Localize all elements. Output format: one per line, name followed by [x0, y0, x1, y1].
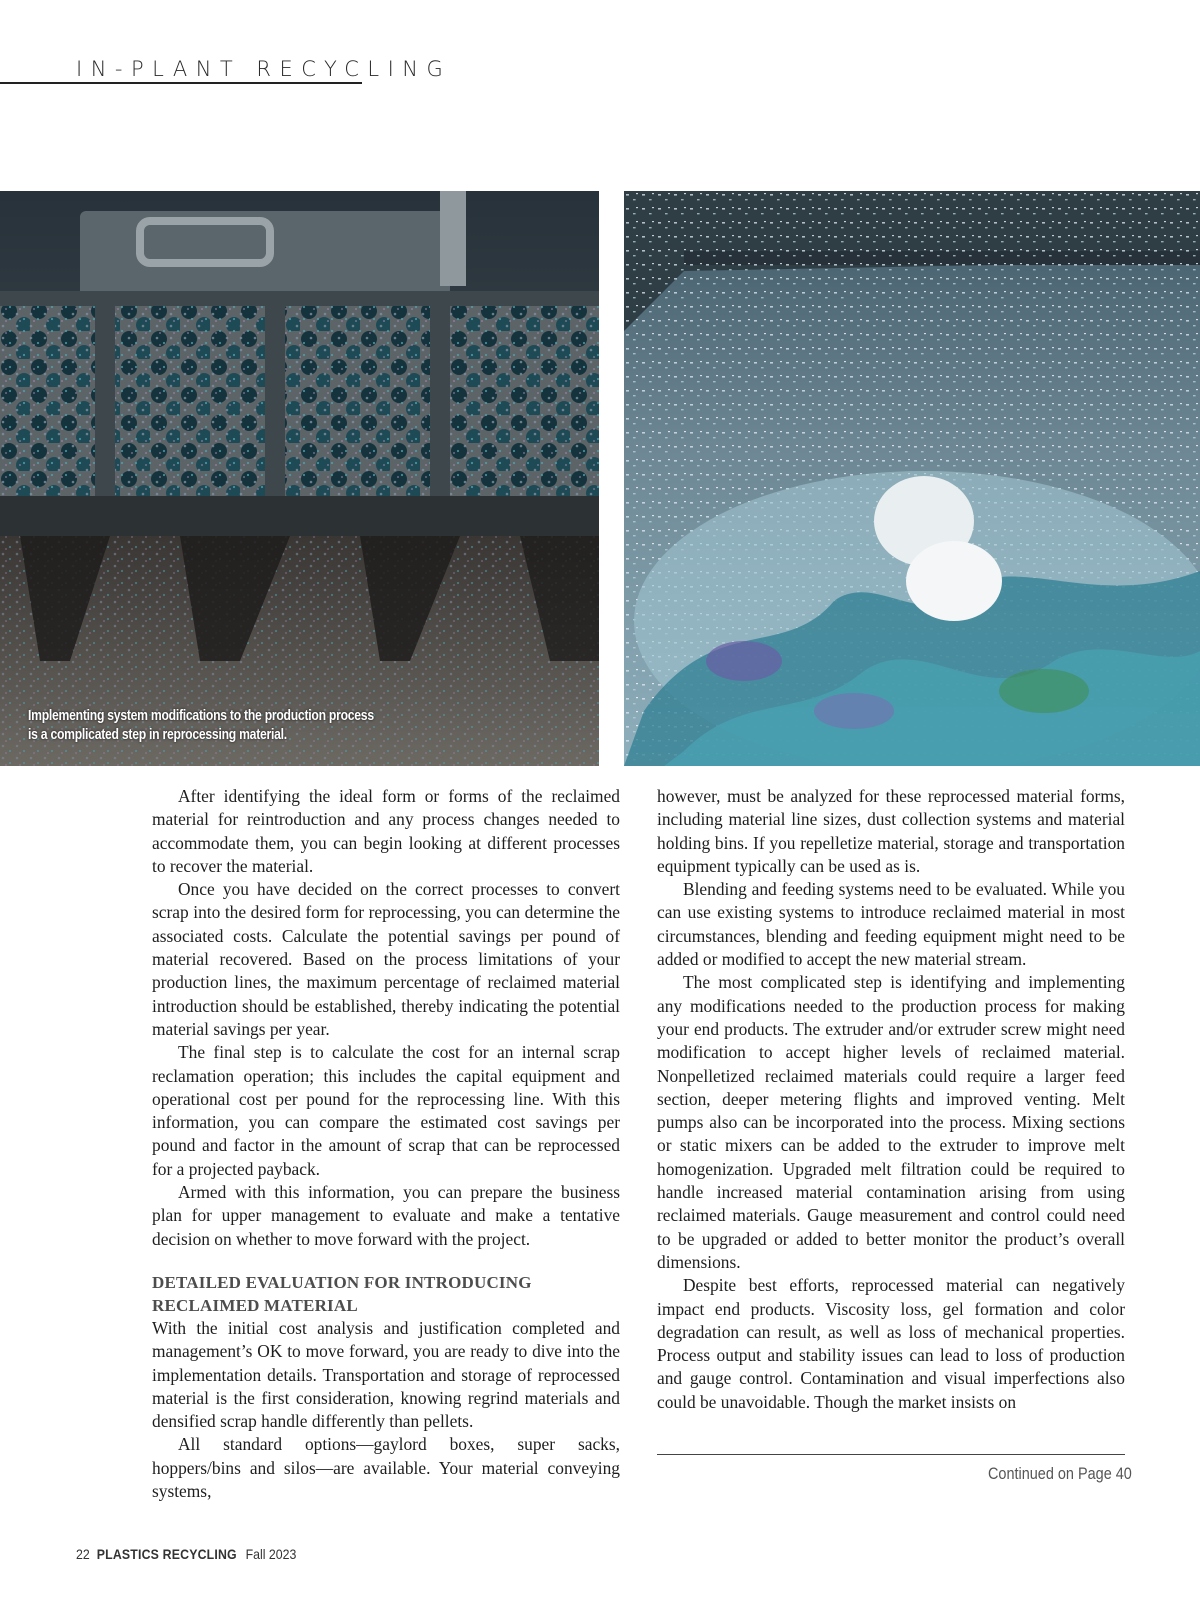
plastic-flakes-photo: [624, 191, 1200, 766]
body-paragraph: Armed with this information, you can prepare the business plan for upper management to evaluate and make a tentative decision on whether to move forward with the project.: [152, 1182, 620, 1249]
body-paragraph: The most complicated step is identifying and implementing any modifications needed to the production process for making your end products. The extruder and/or extruder screw might need modification to accept higher levels of reclaimed material. Nonpelletized reclaimed materials could require a larger feed section, deeper metering flights and improved venting. Melt pumps also can be incorporated into the process. Mixing sections or static mixers can be added to the extruder to improve melt homogenization. Upgraded melt filtration could be required to handle increased material contamination arising from using reclaimed materials. Gauge measurement and control could need to be upgraded or added to better monitor the product’s overall dimensions.: [657, 972, 1125, 1272]
page-number: 22: [76, 1546, 90, 1562]
section-subhead: DETAILED EVALUATION FOR INTRODUCING RECLAIMED MATERIAL: [152, 1272, 532, 1315]
shredder-screen-photo: [0, 191, 599, 766]
section-rule: [0, 82, 362, 84]
body-paragraph: All standard options—gaylord boxes, super sacks, hoppers/bins and silos—are available. Your material conveying systems,: [152, 1434, 620, 1502]
body-paragraph: Despite best efforts, reprocessed material can negatively impact end products. Viscosity loss, gel formation and color degradation can result, as well as loss of mechanical properties. Process output and stability issues can lead to loss of production and gauge control. Contamination and visual imperfections also could be unavoidable. Though the market insists on: [657, 1275, 1125, 1412]
body-paragraph: The final step is to calculate the cost for an internal scrap reclamation operation; this includes the capital equipment and operational cost per pound for the reprocessing line. With this information, you can compare the estimated cost savings per pound and factor in the amount of scrap that can be reprocessed for a projected payback.: [152, 1042, 620, 1179]
photo-caption: Implementing system modifications to the production process is a complicated step in reprocessing material.: [28, 708, 374, 743]
issue-date: Fall 2023: [245, 1546, 297, 1562]
page-footer: [76, 1546, 296, 1562]
body-paragraph: With the initial cost analysis and justification completed and management’s OK to move forward, you are ready to dive into the implementation details. Transportation and storage of reprocessed material is the first consideration, knowing regrind materials and densified scrap handle differently than pellets.: [152, 1317, 620, 1432]
section-label: IN-PLANT RECYCLING: [76, 57, 452, 81]
body-paragraph: however, must be analyzed for these reprocessed material forms, including material line sizes, dust collection systems and material holding bins. If you repelletize material, storage and transportation equipment typically can be used as is.: [657, 786, 1125, 876]
publication-name: PLASTICS RECYCLING: [96, 1546, 237, 1562]
body-paragraph: After identifying the ideal form or forms of the reclaimed material for reintroduction and any process changes needed to accommodate them, you can begin looking at different processes to recover the material.: [152, 786, 620, 876]
article-column-left: [152, 785, 620, 1503]
continued-on-page-link[interactable]: Continued on Page 40: [988, 1464, 1132, 1483]
body-paragraph: Once you have decided on the correct processes to convert scrap into the desired form for reprocessing, you can determine the associated costs. Calculate the potential savings per pound of material recovered. Based on the process limitations of your production lines, the maximum percentage of reclaimed material introduction should be established, thereby indicating the potential material savings per year.: [152, 879, 620, 1039]
article-column-right: [657, 785, 1125, 1414]
continued-rule: [657, 1454, 1125, 1455]
body-paragraph: Blending and feeding systems need to be evaluated. While you can use existing systems to introduce reclaimed material in most circumstances, blending and feeding equipment might need to be added or modified to accept the new material stream.: [657, 879, 1125, 970]
